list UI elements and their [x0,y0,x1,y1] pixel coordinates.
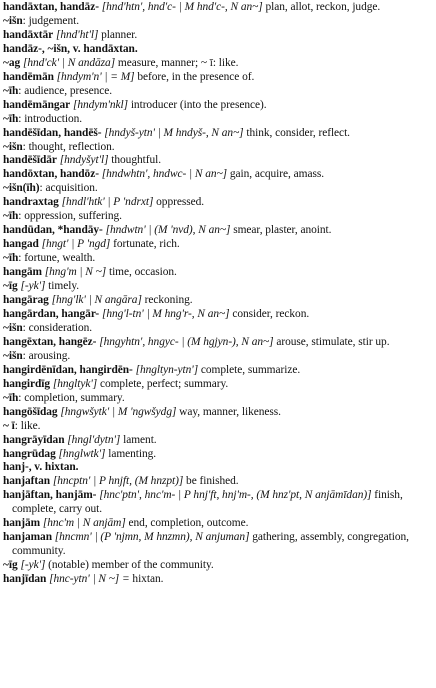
dictionary-entry [3,71,432,85]
entry-headword: ~išn [3,140,23,153]
entry-headword: handāxtār [3,28,54,41]
entry-headword: ~išn [3,321,23,334]
entry-transcription: [hndym'n' | = M] [53,70,135,83]
dictionary-entry [3,475,432,489]
entry-transcription: [hncmn' | (P 'njmn, M hnzmn), N anjuman] [51,531,250,544]
entry-transcription: [hnd'ht'l] [53,28,99,41]
entry-definition: gain, acquire, amass. [227,168,325,181]
dictionary-entry [3,113,432,127]
entry-definition: : acquisition. [39,182,98,195]
dictionary-entry [3,182,432,196]
entry-definition: complete, summarize. [198,363,301,376]
entry-headword: hangrūdag [3,447,56,460]
entry-definition: reckoning. [141,294,193,307]
dictionary-entry [3,99,432,113]
entry-list [3,1,432,587]
entry-headword: hangēxtan, hangēz- [3,335,97,348]
entry-headword: hangārdan, hangār- [3,307,100,320]
entry-headword: hanjīdan [3,573,47,586]
entry-definition: before, in the presence of. [134,70,255,83]
entry-headword: ~īh [3,252,19,265]
entry-transcription: [hndym'nkl] [70,98,129,111]
entry-transcription: [hngltyk'] [50,377,98,390]
entry-headword: handāz-, ~išn, v. handāxtan. [3,42,138,55]
entry-definition: complete, perfect; summary. [97,377,229,390]
dictionary-entry [3,322,432,336]
entry-headword: handēšīdan, handēš- [3,126,102,139]
dictionary-entry [3,210,432,224]
dictionary-entry [3,489,432,517]
dictionary-entry [3,517,432,531]
dictionary-entry [3,168,432,182]
dictionary-entry [3,238,432,252]
entry-definition: smear, plaster, anoint. [230,224,332,237]
entry-definition: : arousing. [22,349,71,362]
entry-transcription: [hnc'ptn', hnc'm- | P hnj'ft, hnj'm-, (M hnz'pt, N anjāmīdan)] [96,489,372,502]
dictionary-entry [3,127,432,141]
entry-transcription: [hngt' | P 'ngd] [38,238,111,251]
entry-definition: arouse, stimulate, stir up. [273,335,390,348]
entry-transcription: [hngwšytk' | M 'ngwšydg] [57,405,177,418]
entry-headword: ~īg [3,559,18,572]
entry-transcription: [hngyhtn', hngyc- | (M hgjyn-), N an~] [96,335,274,348]
entry-transcription: [hnc-ytn' | N ~] = [46,573,130,586]
entry-headword: hangirdīg [3,377,51,390]
dictionary-entry [3,29,432,43]
entry-definition: hixtan. [129,573,164,586]
entry-headword: hangrāyīdan [3,433,65,446]
entry-definition: introducer (into the presence). [128,98,267,111]
dictionary-entry [3,448,432,462]
entry-headword: ~išn [3,14,23,27]
dictionary-entry [3,280,432,294]
entry-definition: consider, reckon. [229,307,310,320]
dictionary-entry [3,308,432,322]
entry-headword: ~īg [3,280,18,293]
dictionary-entry [3,378,432,392]
entry-definition: : like. [14,419,41,432]
entry-transcription: [hndwhtn', hndwc- | N an~] [98,168,228,181]
dictionary-entry [3,154,432,168]
entry-transcription: [hnd'htn', hnd'c- | M hnd'c-, N an~] [98,1,263,13]
entry-definition: fortunate, rich. [110,238,180,251]
entry-headword: handōxtan, handōz- [3,168,99,181]
dictionary-entry [3,224,432,238]
entry-transcription: [-yk'] [17,280,46,293]
entry-definition: : introduction. [18,112,83,125]
entry-headword: ~išn(īh) [3,182,40,195]
entry-transcription: [hngl'dytn'] [64,433,121,446]
dictionary-entry [3,85,432,99]
dictionary-entry [3,573,432,587]
entry-headword: hanjām [3,517,41,530]
dictionary-entry [3,531,432,559]
entry-definition: : completion, summary. [18,391,125,404]
entry-transcription: [hndwtn' | (M 'nvd), N an~] [102,224,231,237]
entry-definition: : audience, presence. [18,84,113,97]
entry-headword: hangad [3,238,39,251]
dictionary-entry [3,294,432,308]
dictionary-entry [3,266,432,280]
dictionary-entry [3,336,432,350]
dictionary-entry [3,141,432,155]
dictionary-entry [3,43,432,57]
entry-headword: hangōšīdag [3,405,58,418]
dictionary-entry [3,350,432,364]
dictionary-entry [3,15,432,29]
dictionary-entry [3,1,432,15]
entry-headword: handēšīdār [3,154,57,167]
entry-definition: measure, manner; ~ ī: like. [115,56,239,69]
entry-transcription: [hncptn' | P hnjft, (M hnzpt)] [50,475,184,488]
entry-headword: hanjāftan, hanjām- [3,489,97,502]
dictionary-entry [3,434,432,448]
entry-definition: : consideration. [22,321,93,334]
entry-definition: finish, complete, carry out. [12,489,403,516]
entry-headword: handēmāngar [3,98,71,111]
entry-headword: ~ag [3,56,21,69]
entry-transcription: [hnglwtk'] [55,447,106,460]
dictionary-entry [3,420,432,434]
entry-headword: handēmān [3,70,54,83]
dictionary-entry [3,364,432,378]
entry-transcription: [-yk'] [17,559,46,572]
entry-transcription: [hndyš-ytn' | M hndyš-, N an~] [101,126,244,139]
entry-definition: lament. [120,433,157,446]
entry-headword: ~īh [3,84,19,97]
entry-headword: hanjaman [3,531,52,544]
entry-headword: ~īh [3,112,19,125]
dictionary-entry [3,461,432,475]
dictionary-entry [3,392,432,406]
entry-definition: : thought, reflection. [22,140,115,153]
entry-headword: handraxtag [3,196,59,209]
entry-headword: hangirdēnīdan, hangirdēn- [3,363,133,376]
entry-headword: hangām [3,266,42,279]
entry-transcription: [hng'l-tn' | M hng'r-, N an~] [99,307,230,320]
entry-transcription: [hng'm | N ~] [41,266,107,279]
entry-headword: ~īh [3,210,19,223]
entry-definition: end, completion, outcome. [125,517,249,530]
entry-headword: hangārag [3,294,49,307]
entry-headword: ~ ī [3,419,15,432]
entry-headword: hanjaftan [3,475,51,488]
entry-definition: lamenting. [105,447,157,460]
entry-headword: ~īh [3,391,19,404]
entry-transcription: [hng'lk' | N angāra] [48,294,142,307]
entry-definition: think, consider, reflect. [243,126,350,139]
dictionary-entry [3,196,432,210]
entry-definition: time, occasion. [106,266,177,279]
entry-transcription: [hndl'htk' | P 'ndrxt] [58,196,154,209]
entry-headword: handūdan, *handāy- [3,224,103,237]
entry-definition: planner. [98,28,138,41]
dictionary-entry [3,406,432,420]
entry-definition: way, manner, likeness. [176,405,281,418]
entry-definition: be finished. [183,475,239,488]
entry-definition: plan, allot, reckon, judge. [262,1,381,13]
entry-headword: hanj-, v. hixtan. [3,461,79,474]
entry-headword: handāxtan, handāz- [3,1,99,13]
dictionary-entry [3,252,432,266]
entry-transcription: [hndyšyt'l] [56,154,109,167]
entry-transcription: [hnc'm | N anjām] [40,517,126,530]
entry-headword: ~išn [3,349,23,362]
entry-definition: : oppression, suffering. [18,210,122,223]
entry-definition: : fortune, wealth. [18,252,96,265]
entry-definition: oppressed. [153,196,205,209]
dictionary-entry [3,57,432,71]
entry-transcription: [hnd'ck' | N andāza] [20,56,116,69]
entry-definition: (notable) member of the community. [45,559,214,572]
entry-definition: gathering, assembly, congregation, community. [12,531,409,558]
dictionary-entry [3,559,432,573]
entry-definition: : judgement. [22,14,79,27]
entry-definition: timely. [45,280,80,293]
entry-definition: thoughtful. [108,154,162,167]
entry-transcription: [hngltyn-ytn'] [132,363,199,376]
